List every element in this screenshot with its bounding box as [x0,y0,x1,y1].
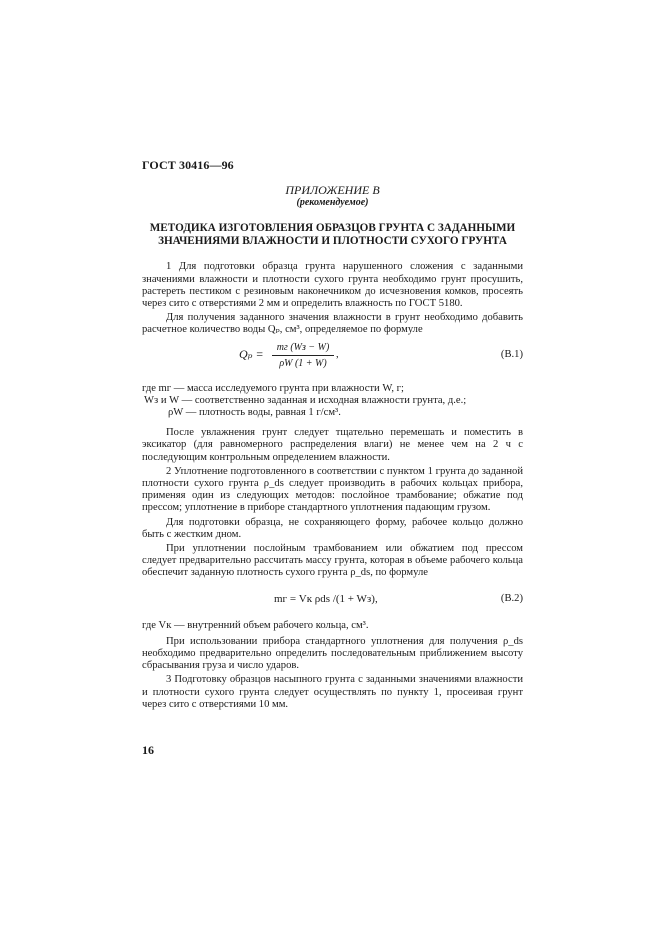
formula-b1-fraction [272,341,334,370]
page-number: 16 [142,743,154,757]
document-code: ГОСТ 30416—96 [142,158,234,172]
section-title-line-1: МЕТОДИКА ИЗГОТОВЛЕНИЯ ОБРАЗЦОВ ГРУНТА С ЗАДАННЫМИ [149,222,516,235]
paragraph-6: При уплотнении послойным трамбованием или обжатием под прессом следует предварительно рассчитать массу грунта, которая в объеме рабочего кольца обеспечит заданную плотность сухого грунта ρ_ds, по формуле [142,543,523,579]
definition-mass: где mг — масса исследуемого грунта при влажности W, г; [142,382,404,394]
formula-b1-denominator: ρW (1 + W) [279,357,327,369]
paragraph-3: После увлажнения грунт следует тщательно перемешать и поместить в эксикатор (для равномерного распределения влаги) не менее чем на 2 ч с последующим контрольным определением влажности. [142,427,523,463]
formula-b1-comma: , [336,348,339,360]
definition-ring-volume: где Vк — внутренний объем рабочего кольца, см³. [142,619,369,631]
appendix-subtitle: (рекомендуемое) [296,197,369,209]
paragraph-8: 3 Подготовку образцов насыпного грунта с заданными значениями влажности и плотности сухого грунта следует осуществлять по пункту 1, просеивая грунт через сито с отверстиями 10 мм. [142,674,523,710]
formula-b1-lhs: Qₚ = [239,346,264,361]
formula-b2-expression: mг = Vк ρds /(1 + Wз), [274,592,378,605]
paragraph-7: При использовании прибора стандартного уплотнения для получения ρ_ds необходимо предварительно определить последовательным приближением высоту сбрасывания груза и число ударов. [142,635,523,672]
formula-b1-number: (В.1) [500,348,523,360]
section-title-line-2: ЗНАЧЕНИЯМИ ВЛАЖНОСТИ И ПЛОТНОСТИ СУХОГО ГРУНТА [158,235,507,248]
appendix-title: ПРИЛОЖЕНИЕ В [285,183,380,198]
paragraph-1: 1 Для подготовки образца грунта нарушенного сложения с заданными значениями влажности и плотности сухого грунта необходимо грунт просушить, растереть пестиком с резиновым наконечником до исчезновения комков, просеять через сито с отверстиями 2 мм и определить влажность по ГОСТ 5180. [142,261,523,310]
paragraph-5: Для подготовки образца, не сохраняющего форму, рабочее кольцо должно быть с жестким дном. [142,516,523,540]
definition-moisture: Wз и W — соответственно заданная и исходная влажности грунта, д.е.; [144,394,467,406]
formula-b1-numerator: mг (Wз − W) [272,341,334,356]
paragraph-4: 2 Уплотнение подготовленного в соответствии с пунктом 1 грунта до заданной плотности сухого грунта ρ_ds следует производить в рабочих кольцах прибора, применяя один из следующих методов: послойное трамбование; обжатие под прессом; уплотнение в приборе стандартного уплотнения падающим грузом. [142,465,523,514]
definition-water-density: ρW — плотность воды, равная 1 г/см³. [168,407,341,419]
definitions-b2 [142,620,523,632]
definitions-b1 [142,383,523,420]
section-title [142,222,523,248]
formula-b2-number: (В.2) [500,592,523,604]
paragraph-2: Для получения заданного значения влажности в грунт необходимо добавить расчетное количество воды Qₚ, см³, определяемое по формуле [142,312,523,336]
page-content [142,159,523,713]
formula-b2 [142,590,523,612]
formula-b1 [142,341,523,377]
